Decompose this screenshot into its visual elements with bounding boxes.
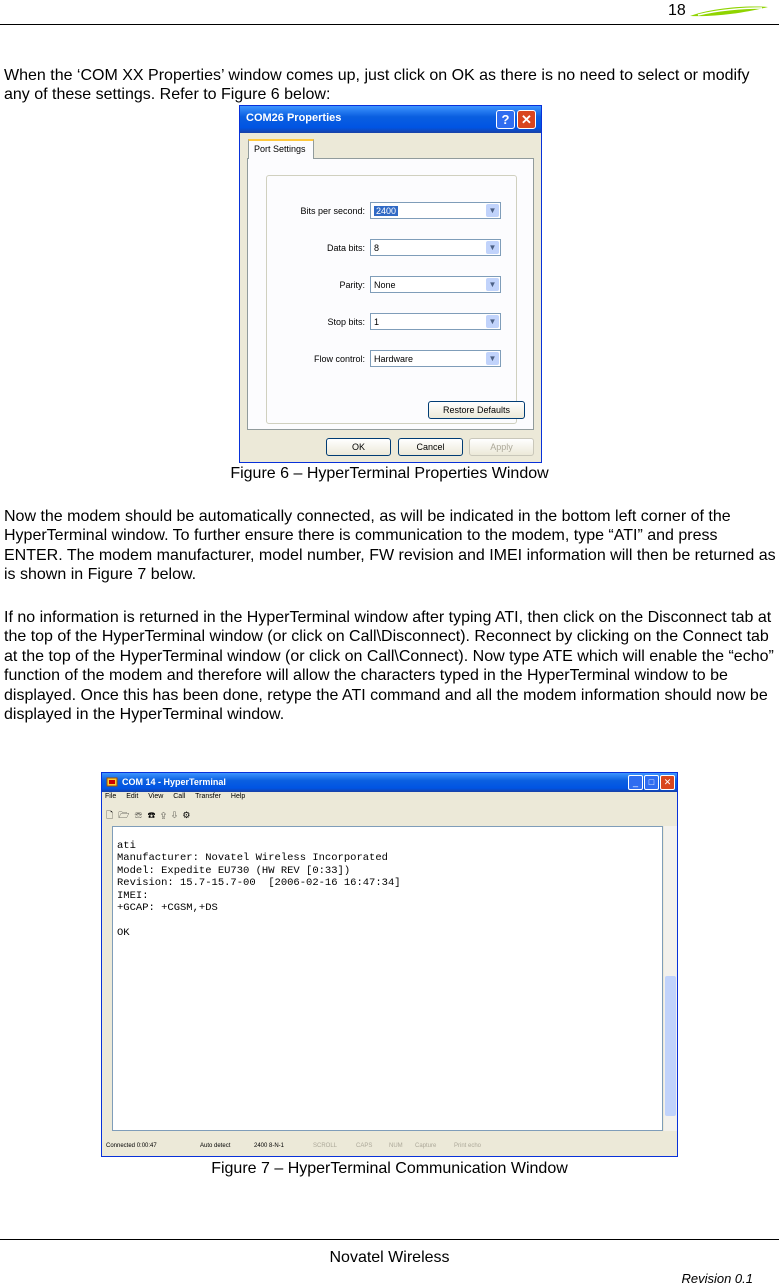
status-detect: Auto detect: [200, 1143, 231, 1149]
com-properties-dialog: [239, 105, 542, 463]
status-capture: Capture: [415, 1143, 437, 1149]
footer-rule: [0, 1239, 779, 1240]
status-settings: 2400 8-N-1: [254, 1143, 285, 1149]
status-connected: Connected 0:00:47: [106, 1143, 157, 1149]
chevron-down-icon[interactable]: ▼: [486, 204, 499, 217]
status-num: NUM: [389, 1143, 403, 1149]
tab-panel: [247, 158, 534, 430]
footer-company: Novatel Wireless: [329, 1249, 450, 1266]
header-rule: [0, 24, 779, 25]
properties-icon[interactable]: ⚙: [182, 810, 196, 820]
chevron-down-icon[interactable]: ▼: [486, 278, 499, 291]
status-caps: CAPS: [356, 1143, 373, 1149]
vertical-scrollbar[interactable]: [664, 826, 677, 1131]
restore-defaults-button[interactable]: Restore Defaults: [428, 401, 525, 419]
bits-per-second-label: Bits per second:: [300, 206, 365, 216]
window-title: COM 14 - HyperTerminal: [122, 777, 226, 787]
paragraph-intro: When the ‘COM XX Properties’ window comes up, just click on OK as there is no need to select or modify any of these settings. Refer to Figure 6 below:: [4, 67, 750, 104]
stop-bits-label: Stop bits:: [327, 317, 365, 327]
page-number: 18: [668, 2, 686, 19]
chevron-down-icon[interactable]: ▼: [486, 241, 499, 254]
dialog-title: COM26 Properties: [246, 112, 342, 124]
status-bar: [102, 1138, 677, 1156]
data-bits-value: 8: [374, 243, 380, 253]
swoosh-logo-icon: [688, 3, 770, 21]
footer-revision: Revision 0.1: [681, 1271, 753, 1286]
open-folder-icon[interactable]: 🗁: [118, 810, 135, 820]
parity-label: Parity:: [339, 280, 365, 290]
flow-control-select[interactable]: [370, 350, 501, 367]
flow-control-value: Hardware: [374, 354, 414, 364]
chevron-down-icon[interactable]: ▼: [486, 352, 499, 365]
window-titlebar: [102, 773, 677, 792]
scrollbar-thumb[interactable]: [665, 976, 676, 1116]
send-icon[interactable]: ⇪: [160, 810, 172, 820]
menu-file[interactable]: File: [105, 793, 117, 800]
hyperterminal-window: [101, 772, 678, 1157]
close-icon[interactable]: ✕: [660, 775, 675, 790]
tab-port-settings[interactable]: Port Settings: [248, 139, 314, 159]
cancel-button[interactable]: Cancel: [398, 438, 463, 456]
menu-edit[interactable]: Edit: [126, 793, 139, 800]
parity-select[interactable]: [370, 276, 501, 293]
bits-per-second-value: 2400: [376, 206, 397, 216]
hyperterminal-icon: [106, 776, 118, 788]
figure6-caption: Figure 6 – HyperTerminal Properties Window: [230, 465, 549, 482]
ok-button[interactable]: OK: [326, 438, 391, 456]
menu-view[interactable]: View: [148, 793, 164, 800]
paragraph-connected: Now the modem should be automatically connected, as will be indicated in the bottom left corner of the HyperTerminal window. To further ensure there is communication to the modem, type “ATI” and press ENTER. The modem manufacturer, model number, FW revision and IMEI information will then be returned as is shown in Figure 7 below.: [4, 508, 776, 584]
menu-help[interactable]: Help: [230, 793, 246, 800]
parity-value: None: [374, 280, 396, 290]
dialog-titlebar: [240, 106, 541, 133]
menu-transfer[interactable]: Transfer: [195, 793, 221, 800]
figure7-caption: Figure 7 – HyperTerminal Communication Window: [211, 1160, 568, 1177]
bits-per-second-select[interactable]: [370, 202, 501, 219]
flow-control-label: Flow control:: [313, 354, 365, 364]
terminal-output: ati Manufacturer: Novatel Wireless Incorporated Model: Expedite EU730 (HW REV [0:33]) Revision: 15.7-15.7-00 [2006-02-16 16:47:34] IMEI: +GCAP: +CGSM,+DS OK: [117, 840, 401, 939]
data-bits-label: Data bits:: [326, 243, 365, 253]
receive-icon[interactable]: ⇩: [171, 810, 183, 820]
new-file-icon[interactable]: 🗋: [106, 810, 119, 820]
disconnect-icon[interactable]: ☏: [134, 810, 148, 820]
menu-bar: [105, 793, 253, 800]
stop-bits-value: 1: [374, 317, 380, 327]
help-button[interactable]: ?: [496, 110, 515, 129]
menu-call[interactable]: Call: [173, 793, 186, 800]
status-scroll: SCROLL: [313, 1143, 338, 1149]
status-print-echo: Print echo: [454, 1143, 482, 1149]
close-button[interactable]: ✕: [517, 110, 536, 129]
minimize-icon[interactable]: _: [628, 775, 643, 790]
paragraph-troubleshoot: If no information is returned in the HyperTerminal window after typing ATI, then click on the Disconnect tab at the top of the HyperTerminal window (or click on Call\Disconnect). Reconnect by clicking on the Connect tab at the top of the HyperTerminal window (or click on Call\Connect). Now type ATE which will enable the “echo” function of the modem and therefore will allow the characters typed in the HyperTerminal window to be displayed. Once this has been done, retype the ATI command and all the modem information should now be displayed in the HyperTerminal window.: [4, 609, 774, 724]
terminal-screen[interactable]: [112, 826, 663, 1131]
stop-bits-select[interactable]: [370, 313, 501, 330]
data-bits-select[interactable]: [370, 239, 501, 256]
connect-icon[interactable]: ☎: [147, 810, 161, 820]
toolbar: [106, 808, 196, 824]
chevron-down-icon[interactable]: ▼: [486, 315, 499, 328]
apply-button[interactable]: Apply: [469, 438, 534, 456]
maximize-icon[interactable]: □: [644, 775, 659, 790]
